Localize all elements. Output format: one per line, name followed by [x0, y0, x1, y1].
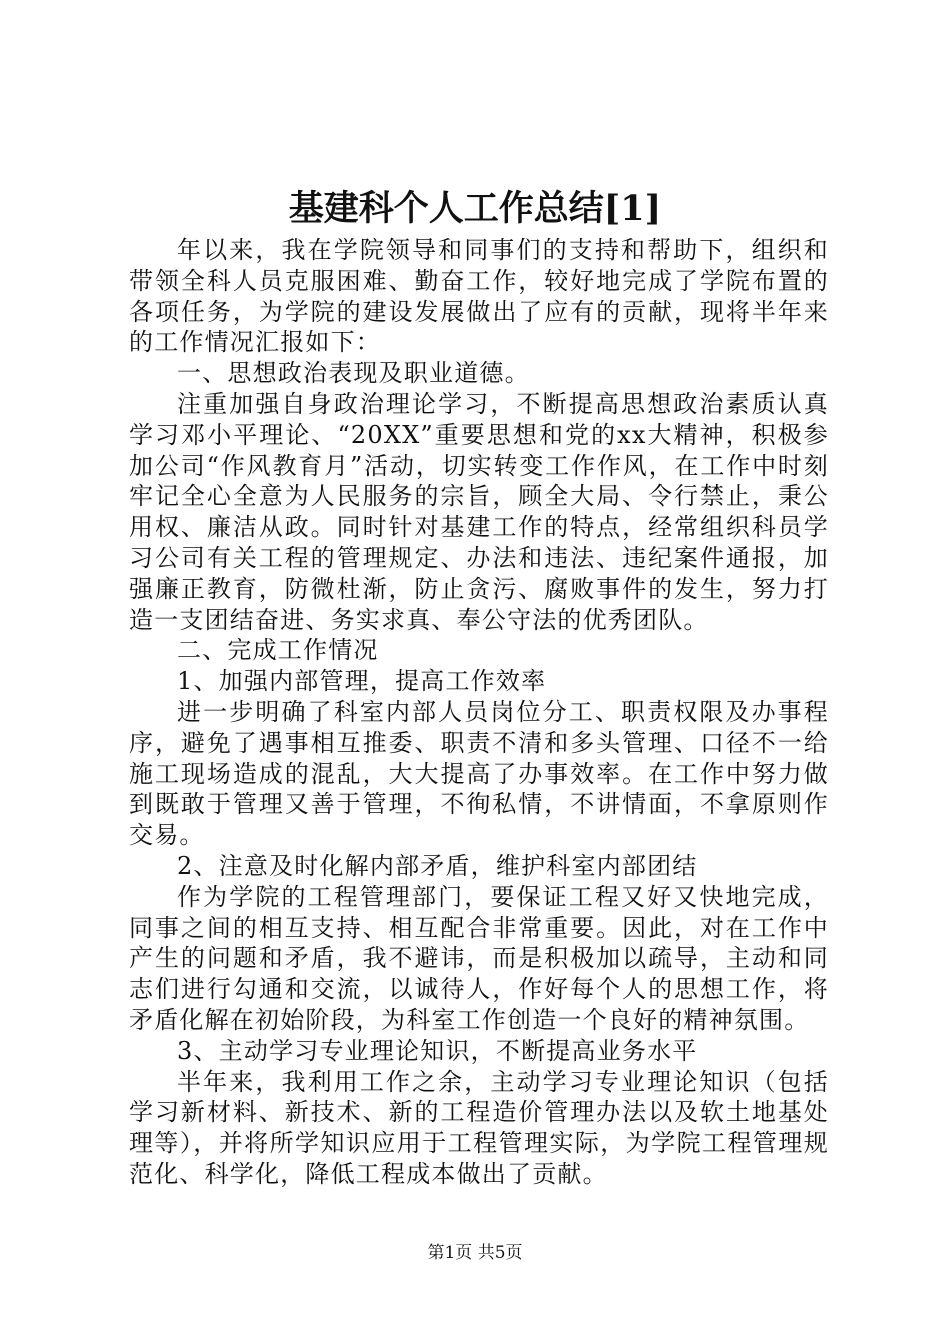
- page-number: 第1页 共5页: [427, 1243, 523, 1263]
- document-body: [129, 235, 829, 1190]
- paragraph-political: 注重加强自身政治理论学习，不断提高思想政治素质认真学习邓小平理论、“20XX”重要思想和党的xx大精神，积极参加公司“作风教育月”活动，切实转变工作作风，在工作中时刻牢记全心全意为人民服务的宗旨，顾全大局、令行禁止，秉公用权、廉洁从政。同时针对基建工作的特点，经常组织科员学习公司有关工程的管理规定、办法和违法、违纪案件通报，加强廉正教育，防微杜渐，防止贪污、腐败事件的发生，努力打造一支团结奋进、务实求真、奉公守法的优秀团队。: [129, 389, 829, 634]
- paragraph-study: 半年来，我利用工作之余，主动学习专业理论知识（包括学习新材料、新技术、新的工程造价管理办法以及软土地基处理等），并将所学知识应用于工程管理实际，为学院工程管理规范化、科学化，降低工程成本做出了贡献。: [129, 1067, 829, 1188]
- section-heading-1: 一、思想政治表现及职业道德。: [177, 359, 530, 388]
- document-title: 基建科个人工作总结[1]: [288, 188, 662, 229]
- subheading-2: 2、注意及时化解内部矛盾，维护科室内部团结: [177, 851, 698, 880]
- subheading-3: 3、主动学习专业理论知识，不断提高业务水平: [177, 1036, 698, 1065]
- section-heading-2: 二、完成工作情况: [177, 636, 379, 665]
- subheading-1: 1、加强内部管理，提高工作效率: [177, 667, 547, 696]
- paragraph-intro: 年以来，我在学院领导和同事们的支持和帮助下，组织和带领全科人员克服困难、勤奋工作，较好地完成了学院布置的各项任务，为学院的建设发展做出了应有的贡献，现将半年来的工作情况汇报如下：: [129, 236, 829, 357]
- paragraph-unity: 作为学院的工程管理部门，要保证工程又好又快地完成，同事之间的相互支持、相互配合非常重要。因此，对在工作中产生的问题和矛盾，我不避讳，而是积极加以疏导，主动和同志们进行勾通和交流，以诚待人，作好每个人的思想工作，将矛盾化解在初始阶段，为科室工作创造一个良好的精神氛围。: [129, 882, 829, 1034]
- paragraph-management: 进一步明确了科室内部人员岗位分工、职责权限及办事程序，避免了遇事相互推委、职责不清和多头管理、口径不一给施工现场造成的混乱，大大提高了办事效率。在工作中努力做到既敢于管理又善于管理，不徇私情，不讲情面，不拿原则作交易。: [129, 697, 829, 850]
